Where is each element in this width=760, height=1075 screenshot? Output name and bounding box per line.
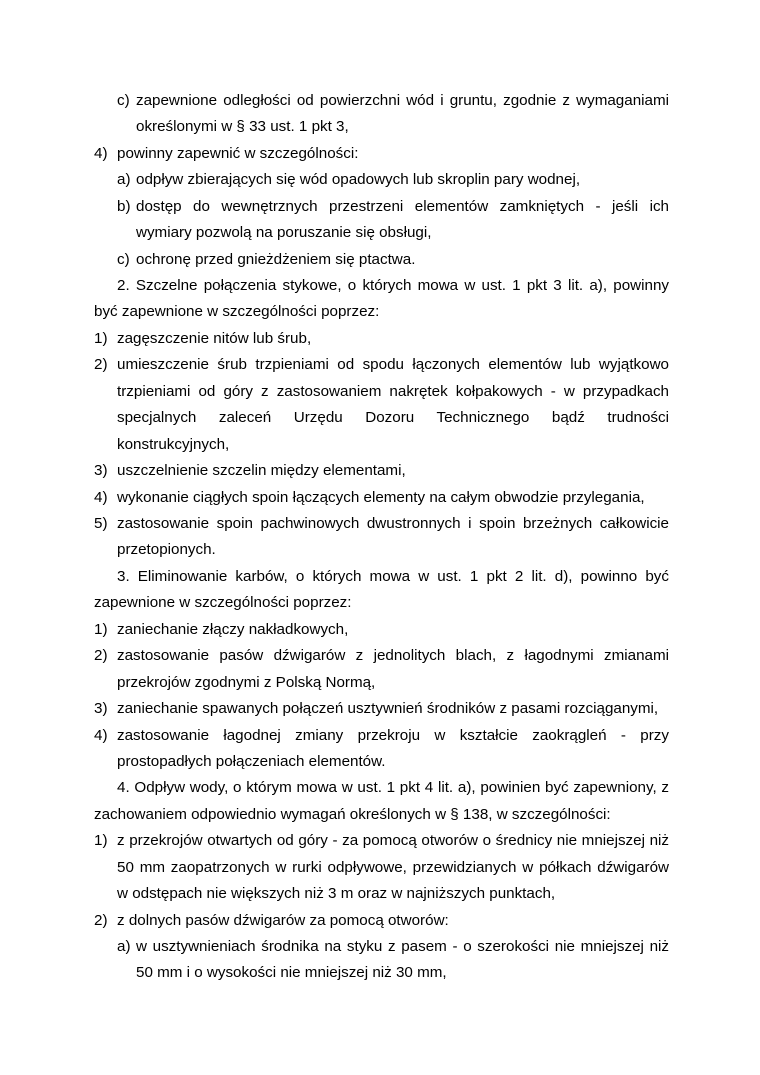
paragraph-line: zapewnione w szczególności poprzez:: [94, 594, 352, 611]
text-line: 50 mm zaopatrzonych w rurki odpływowe, przewidzianych w półkach dźwigarów: [117, 859, 669, 876]
text-line: konstrukcyjnych,: [117, 436, 230, 453]
text-line: zaniechanie spawanych połączeń usztywnień środników z pasami rozciąganymi,: [117, 700, 659, 717]
list-label: 3): [94, 700, 108, 717]
paragraph-line: 2. Szczelne połączenia stykowe, o których mowa w ust. 1 pkt 3 lit. a), powinny: [117, 277, 669, 294]
list-label: b): [117, 198, 131, 215]
text-line: w usztywnieniach środnika na styku z pasem - o szerokości nie mniejszej niż: [136, 938, 669, 955]
text-line: z przekrojów otwartych od góry - za pomocą otworów o średnicy nie mniejszej niż: [117, 832, 669, 849]
text-line: wykonanie ciągłych spoin łączących elementy na całym obwodzie przylegania,: [117, 489, 645, 506]
list-label: 4): [94, 145, 108, 162]
text-line: dostęp do wewnętrznych przestrzeni elementów zamkniętych - jeśli ich: [136, 198, 669, 215]
list-label: 1): [94, 330, 108, 347]
list-label: 1): [94, 621, 108, 638]
text-line: prostopadłych połączeniach elementów.: [117, 753, 386, 770]
text-line: zapewnione odległości od powierzchni wód i gruntu, zgodnie z wymaganiami: [136, 92, 669, 109]
list-label: 4): [94, 727, 108, 744]
list-label: a): [117, 938, 131, 955]
text-line: określonymi w § 33 ust. 1 pkt 3,: [136, 118, 349, 135]
list-label: c): [117, 251, 130, 268]
text-line: uszczelnienie szczelin między elementami,: [117, 462, 406, 479]
text-line: zaniechanie złączy nakładkowych,: [117, 621, 349, 638]
text-line: wymiary pozwolą na poruszanie się obsługi,: [136, 224, 432, 241]
paragraph-line: być zapewnione w szczególności poprzez:: [94, 303, 380, 320]
list-label: c): [117, 92, 130, 109]
text-line: zastosowanie spoin pachwinowych dwustronnych i spoin brzeżnych całkowicie: [117, 515, 669, 532]
text-line: umieszczenie śrub trzpieniami od spodu łączonych elementów lub wyjątkowo: [117, 356, 669, 373]
text-line: trzpieniami od góry z zastosowaniem nakrętek kołpakowych - w przypadkach: [117, 383, 669, 400]
paragraph-line: zachowaniem odpowiednio wymagań określonych w § 138, w szczególności:: [94, 806, 611, 823]
list-label: 2): [94, 647, 108, 664]
list-label: 3): [94, 462, 108, 479]
list-label: 1): [94, 832, 108, 849]
list-label: 5): [94, 515, 108, 532]
text-line: ochronę przed gnieżdżeniem się ptactwa.: [136, 251, 416, 268]
list-label: 2): [94, 912, 108, 929]
list-label: 2): [94, 356, 108, 373]
paragraph-line: 3. Eliminowanie karbów, o których mowa w ust. 1 pkt 2 lit. d), powinno być: [117, 568, 669, 585]
text-line: w odstępach nie większych niż 3 m oraz w najniższych punktach,: [117, 885, 556, 902]
text-line: 50 mm i o wysokości nie mniejszej niż 30 mm,: [136, 964, 447, 981]
text-line: powinny zapewnić w szczególności:: [117, 145, 359, 162]
text-line: przetopionych.: [117, 541, 216, 558]
list-label: a): [117, 171, 131, 188]
text-line: zastosowanie pasów dźwigarów z jednolitych blach, z łagodnymi zmianami: [117, 647, 669, 664]
text-line: przekrojów zgodnymi z Polską Normą,: [117, 674, 376, 691]
paragraph-line: 4. Odpływ wody, o którym mowa w ust. 1 pkt 4 lit. a), powinien być zapewniony, z: [117, 779, 669, 796]
list-label: 4): [94, 489, 108, 506]
text-line: specjalnych zaleceń Urzędu Dozoru Technicznego bądź trudności: [117, 409, 669, 426]
text-line: zagęszczenie nitów lub śrub,: [117, 330, 312, 347]
text-line: zastosowanie łagodnej zmiany przekroju w kształcie zaokrągleń - przy: [117, 727, 669, 744]
text-line: odpływ zbierających się wód opadowych lub skroplin pary wodnej,: [136, 171, 581, 188]
text-line: z dolnych pasów dźwigarów za pomocą otworów:: [117, 912, 449, 929]
